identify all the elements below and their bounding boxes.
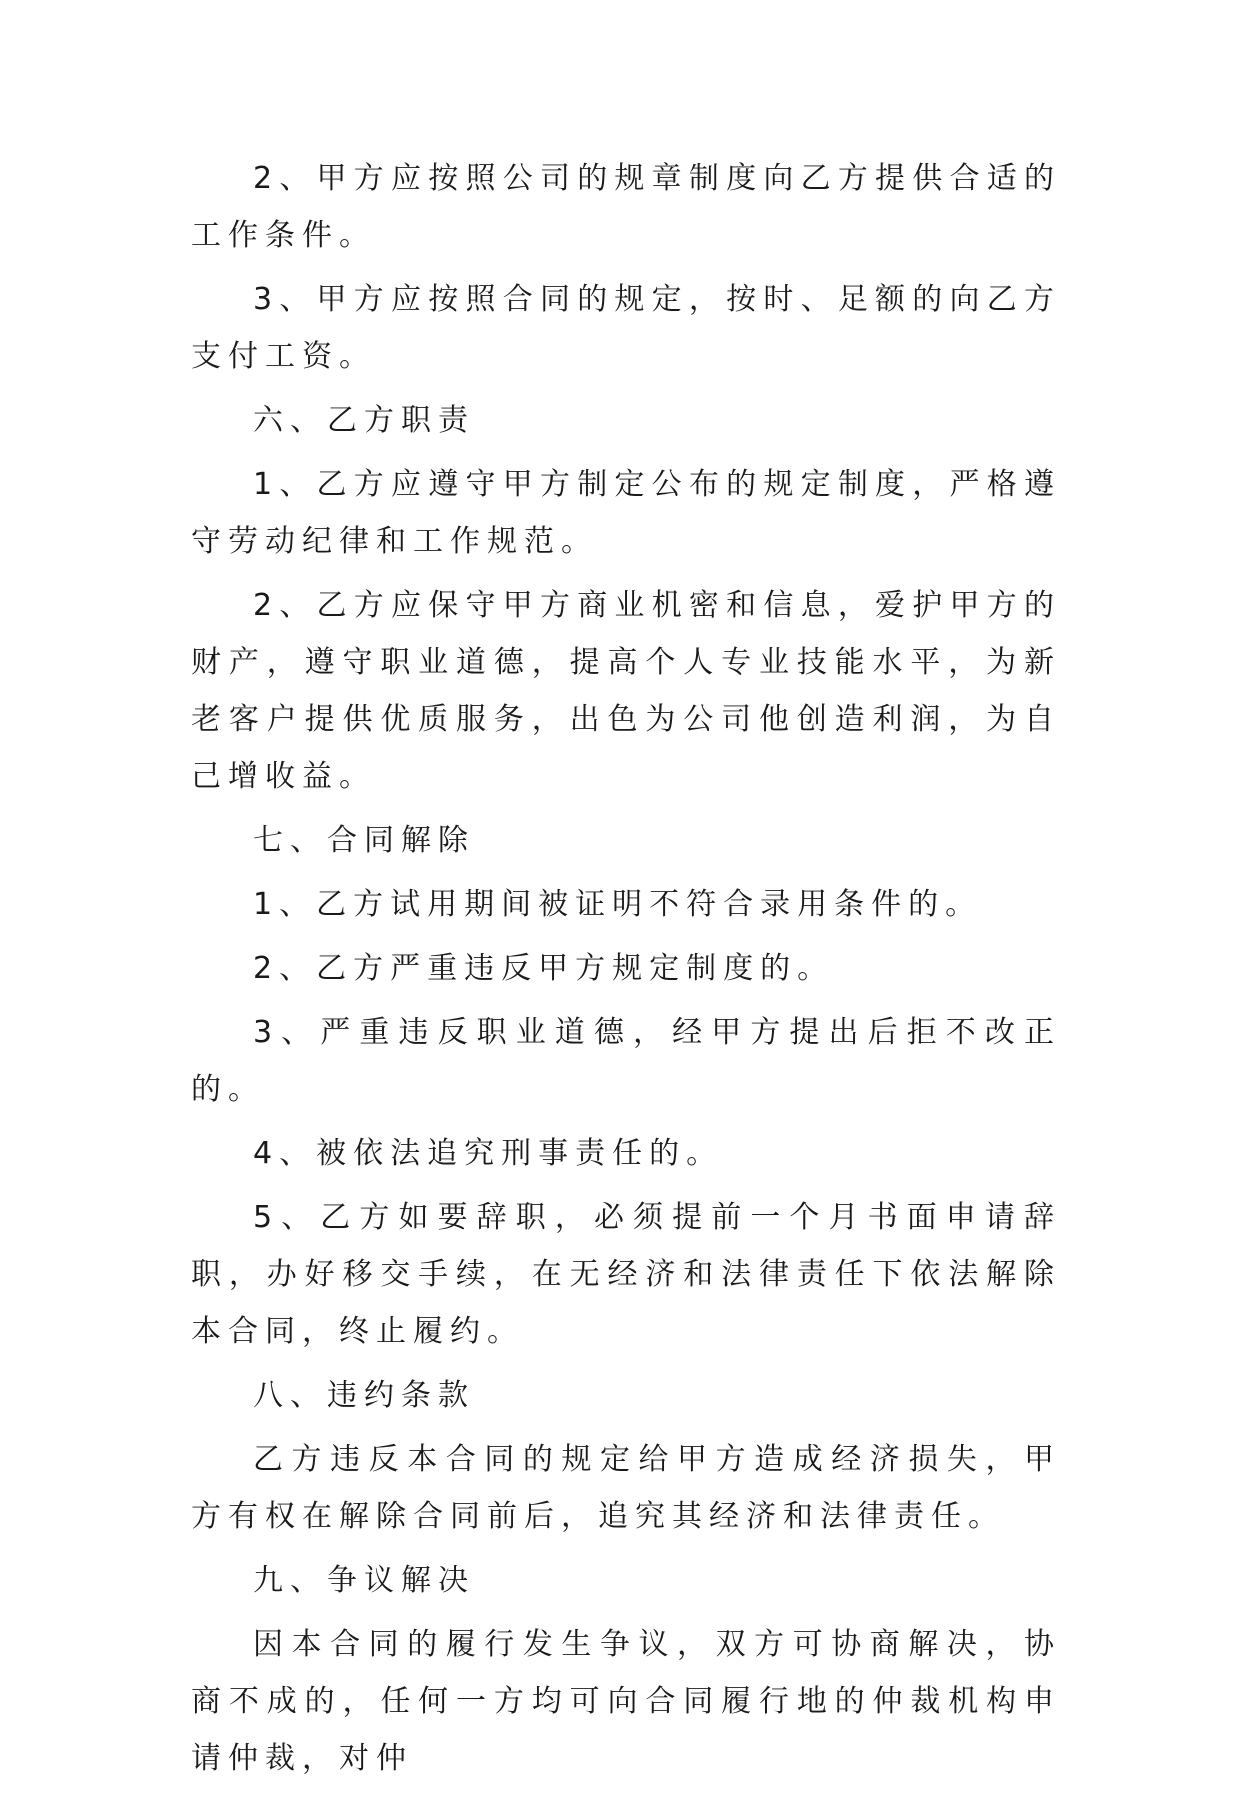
clause-7-5: 5、乙方如要辞职，必须提前一个月书面申请辞职，办好移交手续，在无经济和法律责任下依法解除本合同，终止履约。 — [191, 1200, 1061, 1349]
clause-8-body: 乙方违反本合同的规定给甲方造成经济损失，甲方有权在解除合同前后，追究其经济和法律责任。 — [191, 1442, 1061, 1534]
document-body — [191, 150, 1061, 1794]
clause-7-2: 2、乙方严重违反甲方规定制度的。 — [253, 951, 835, 986]
section-heading-8: 八、违约条款 — [253, 1378, 475, 1413]
clause-6-1: 1、乙方应遵守甲方制定公布的规定制度，严格遵守劳动纪律和工作规范。 — [191, 467, 1061, 559]
clause-7-3: 3、严重违反职业道德，经甲方提出后拒不改正的。 — [191, 1015, 1061, 1107]
section-heading-7: 七、合同解除 — [253, 823, 475, 858]
clause-9-body: 因本合同的履行发生争议，双方可协商解决，协商不成的，任何一方均可向合同履行地的仲裁机构申请仲裁，对仲 — [191, 1627, 1061, 1776]
section-heading-6: 六、乙方职责 — [253, 403, 475, 438]
section-heading-9: 九、争议解决 — [253, 1563, 475, 1598]
clause-5-3: 3、甲方应按照合同的规定，按时、足额的向乙方支付工资。 — [191, 282, 1061, 374]
clause-7-1: 1、乙方试用期间被证明不符合录用条件的。 — [253, 887, 983, 922]
clause-6-2: 2、乙方应保守甲方商业机密和信息，爱护甲方的财产，遵守职业道德，提高个人专业技能水平，为新老客户提供优质服务，出色为公司他创造利润，为自己增收益。 — [191, 588, 1061, 794]
clause-5-2: 2、甲方应按照公司的规章制度向乙方提供合适的工作条件。 — [191, 161, 1061, 253]
clause-7-4: 4、被依法追究刑事责任的。 — [253, 1136, 724, 1171]
